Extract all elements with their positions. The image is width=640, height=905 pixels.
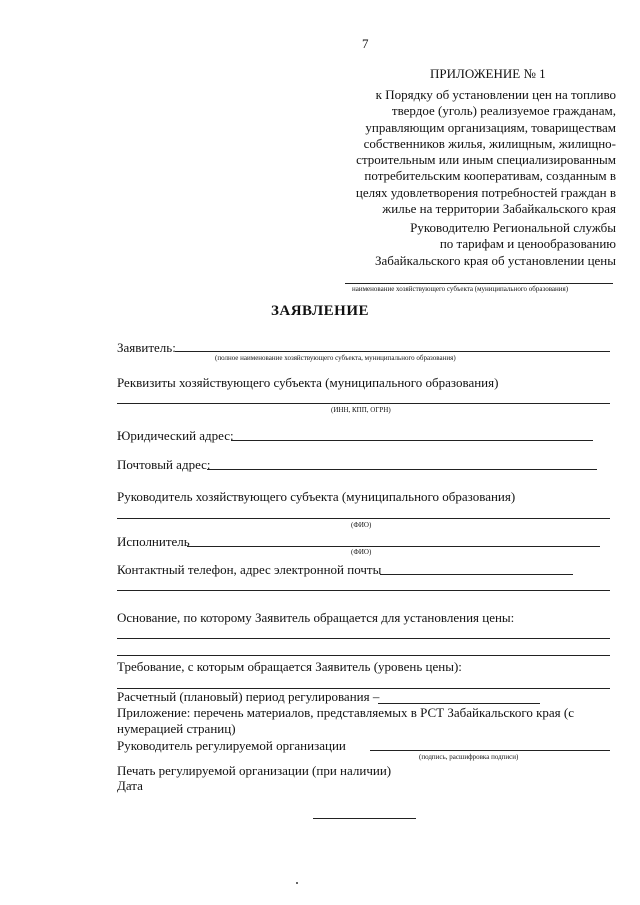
appendix-line: твердое (уголь) реализуемое гражданам, [391,103,616,119]
appendix-line: управляющим организациям, товариществам [365,119,616,135]
scan-speck [296,882,298,884]
applicant-caption: (полное наименование хозяйствующего субъекта, муниципального образования) [215,354,456,362]
basis-label: Основание, по которому Заявитель обращается для установления цены: [117,610,515,625]
applicant-label: Заявитель: [117,340,176,355]
executor-caption: (ФИО) [351,548,372,556]
head-caption: (ФИО) [351,521,372,529]
appendix-line: целях удовлетворения потребностей граждан в [355,184,616,200]
legal-address-field[interactable] [231,440,593,441]
requisites-field[interactable] [117,403,610,404]
addressee-line: Забайкальского края об установлении цены [374,252,616,268]
org-head-label: Руководитель регулируемой организации [117,738,346,753]
appendix-text [316,87,616,217]
document-title: ЗАЯВЛЕНИЕ [270,303,370,319]
signature-field[interactable] [370,750,610,751]
basis-field-line2[interactable] [117,655,610,656]
appendix-line: жилье на территории Забайкальского края [382,201,616,217]
bottom-separator [313,818,416,819]
appendix-line: строительным или иным специализированным [356,152,616,168]
period-label: Расчетный (плановый) период регулирования – [117,689,380,704]
attachment-line-1: Приложение: перечень материалов, представляемых в РСТ Забайкальского края (с [117,705,574,720]
addressee-line: по тарифам и ценообразованию [439,236,616,252]
addressee-underline [345,283,613,284]
signature-caption: (подпись, расшифровка подписи) [419,753,519,761]
addressee-block [316,220,616,269]
seal-label: Печать регулируемой организации (при наличии) [117,763,392,778]
postal-address-field[interactable] [207,469,597,470]
requisites-caption: (ИНН, КПП, ОГРН) [331,406,391,414]
period-field[interactable] [378,703,540,704]
contact-field[interactable] [380,574,573,575]
contact-field-line2[interactable] [117,590,610,591]
addressee-line: Руководителю Региональной службы [410,220,616,235]
appendix-line: собственников жилья, жилищным, жилищно- [363,135,616,151]
appendix-line: к Порядку об установлении цен на топливо [375,87,616,102]
legal-address-label: Юридический адрес: [117,428,234,443]
addressee-caption: наименование хозяйствующего субъекта (муниципального образования) [352,285,569,293]
date-label: Дата [117,778,143,793]
postal-address-label: Почтовый адрес: [117,457,211,472]
basis-field[interactable] [117,638,610,639]
page-number: 7 [362,36,369,51]
requisites-label: Реквизиты хозяйствующего субъекта (муниципального образования) [117,375,499,390]
executor-label: Исполнитель [117,534,190,549]
attachment-line-2: нумерацией страниц) [117,721,236,736]
appendix-title: ПРИЛОЖЕНИЕ № 1 [430,66,546,81]
requirement-label: Требование, с которым обращается Заявитель (уровень цены): [117,659,462,674]
head-field[interactable] [117,518,610,519]
head-label: Руководитель хозяйствующего субъекта (муниципального образования) [117,489,516,504]
appendix-line: потребительским кооперативам, созданным в [364,168,616,184]
contact-label: Контактный телефон, адрес электронной почты [117,562,382,577]
applicant-field[interactable] [175,351,610,352]
executor-field[interactable] [187,546,600,547]
